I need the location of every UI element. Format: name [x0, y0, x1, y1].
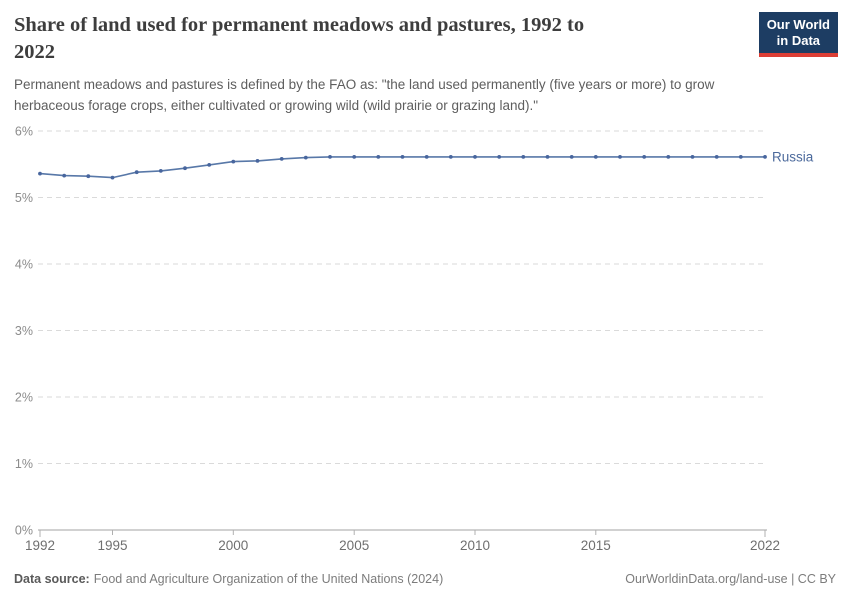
data-point[interactable] [521, 155, 525, 159]
y-axis-tick-label: 3% [14, 324, 33, 338]
data-point[interactable] [401, 155, 405, 159]
data-point[interactable] [135, 170, 139, 174]
x-axis-tick-label: 2005 [339, 538, 370, 553]
subtitle-line-1: Permanent meadows and pastures is defined by the FAO as: "the land used permanently (five years or more) to grow [14, 77, 715, 92]
data-point[interactable] [666, 155, 670, 159]
data-point[interactable] [425, 155, 429, 159]
data-point[interactable] [62, 174, 66, 178]
data-point[interactable] [86, 174, 90, 178]
data-point[interactable] [739, 155, 743, 159]
data-point[interactable] [473, 155, 477, 159]
data-source-text: Food and Agriculture Organization of the United Nations (2024) [93, 572, 444, 586]
data-point[interactable] [618, 155, 622, 159]
data-point[interactable] [111, 176, 115, 180]
series-end-label[interactable]: Russia [772, 149, 814, 165]
credit-link[interactable]: OurWorldinData.org/land-use | CC BY [625, 572, 836, 586]
y-axis-tick-label: 2% [14, 390, 33, 405]
data-point[interactable] [594, 155, 598, 159]
y-axis-tick-label: 4% [14, 257, 33, 272]
x-axis-tick-label: 2010 [459, 538, 491, 553]
data-point[interactable] [38, 172, 42, 176]
data-point[interactable] [715, 155, 719, 159]
data-point[interactable] [763, 155, 767, 159]
data-point[interactable] [280, 157, 284, 161]
logo-line-1: Our World [766, 17, 830, 32]
data-point[interactable] [231, 160, 235, 164]
data-source-label: Data source: [14, 572, 90, 586]
data-point[interactable] [328, 155, 332, 159]
data-point[interactable] [449, 155, 453, 159]
data-point[interactable] [691, 155, 695, 159]
y-axis-tick-label: 1% [14, 457, 33, 471]
data-source [14, 572, 443, 587]
series-line[interactable] [40, 157, 765, 178]
x-axis-tick-label: 1995 [97, 538, 128, 553]
x-axis-tick-label: 2015 [580, 538, 611, 553]
data-point[interactable] [376, 155, 380, 159]
title-line-1: Share of land used for permanent meadows and pastures, 1992 to [14, 14, 585, 36]
chart-footer [14, 572, 836, 587]
data-point[interactable] [642, 155, 646, 159]
x-axis-tick-label: 1992 [24, 538, 56, 553]
subtitle-line-2: herbaceous forage crops, either cultivated or growing wild (wild prairie or grazing land)." [14, 98, 539, 113]
x-axis-tick-label: 2000 [218, 538, 249, 553]
chart-subtitle [14, 74, 814, 116]
data-point[interactable] [570, 155, 574, 159]
data-point[interactable] [497, 155, 501, 159]
page-title [14, 12, 754, 66]
logo-line-2: in Data [776, 33, 821, 48]
y-axis-tick-label: 5% [14, 191, 33, 205]
y-axis-tick-label: 0% [14, 523, 33, 538]
data-point[interactable] [352, 155, 356, 159]
data-point[interactable] [546, 155, 550, 159]
data-point[interactable] [256, 159, 260, 163]
data-point[interactable] [304, 156, 308, 160]
title-line-2: 2022 [14, 41, 55, 63]
y-axis-tick-label: 6% [14, 124, 33, 139]
data-point[interactable] [183, 166, 187, 170]
owid-logo[interactable] [759, 12, 838, 57]
x-axis-tick-label: 2022 [749, 538, 781, 553]
data-point[interactable] [207, 163, 211, 167]
data-point[interactable] [159, 169, 163, 173]
